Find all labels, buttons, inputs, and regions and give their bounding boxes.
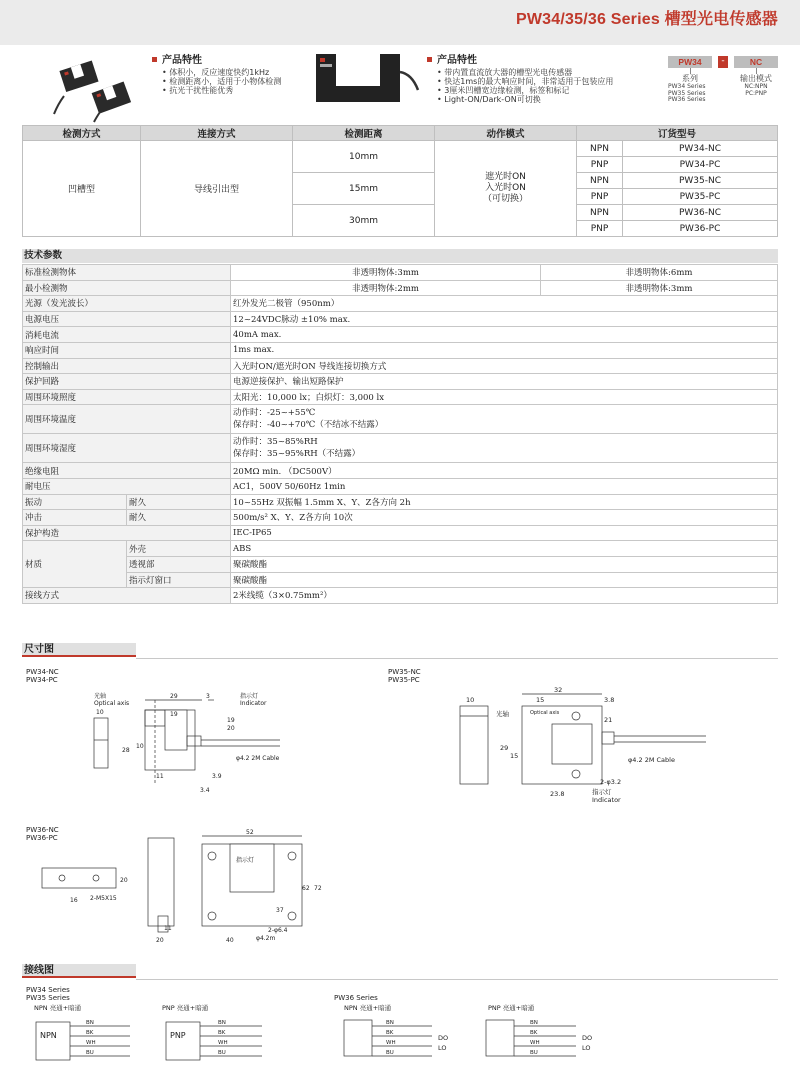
spec-sublabel: 指示灯窗口 [127,572,231,588]
dim-label: 15 [536,696,545,704]
spec-label: 保护构造 [23,525,231,541]
spec-line: 保存时：-40~+70℃（不结冰不结露） [233,420,384,431]
spec-value: 非透明物体:2mm [231,280,541,296]
output-type-cell: PNP [577,157,623,173]
spec-line: 动作时：-25~+55℃ [233,408,316,419]
distance-cell: 10mm [293,141,435,173]
wire-label: BN [86,1020,94,1026]
product-image-small [54,52,144,120]
features-left [152,56,281,95]
spec-label: 周围环境照度 [23,389,231,405]
optical-axis-en-label: Optical axis [94,700,130,707]
spec-value [231,405,778,434]
optical-axis-label: 光轴 [94,693,107,700]
cable-label: φ4.2 2M Cable [236,755,280,762]
output-type-cell: PNP [577,189,623,205]
npn-box-label: NPN [40,1031,57,1040]
indicator-label: 指示灯 [240,693,259,700]
series-item: PW35 Series [668,89,706,97]
cable-label: φ4.2 2M Cable [628,756,675,764]
wire-label: WH [386,1040,396,1046]
method-cell: 凹槽型 [23,141,141,237]
spec-label: 标准检测物体 [23,265,231,281]
wire-label: BK [386,1030,394,1036]
model-cell: PW35-PC [623,189,778,205]
specs-title: 技术参数 [22,249,778,263]
screws-label: 2-M5X15 [90,895,117,902]
spec-label: 电源电压 [23,311,231,327]
series-label: PW34 Series [26,986,70,994]
wiring-title: 接线图 [22,964,136,978]
col-header: 检测方式 [23,126,141,141]
spec-sublabel: 透视部 [127,556,231,572]
model-cell: PW36-NC [623,205,778,221]
lo-label: LO [582,1044,591,1052]
lo-label: LO [438,1044,447,1052]
series-box: PW34 [668,56,712,68]
wire-label: BN [530,1020,538,1026]
dim-label: 10 [96,709,104,716]
pw36-dimension-drawing [40,828,340,948]
dim-label: 28 [122,747,130,754]
spec-label: 控制输出 [23,358,231,374]
output-type-cell: NPN [577,205,623,221]
feature-item: • 带内置直流放大器的槽型光电传感器 [437,68,613,77]
feature-item: • 3厘米凹槽宽边缘检测，标签和标记 [437,86,613,95]
dim-label: 40 [226,937,234,944]
dim-label: 10 [466,696,475,704]
dim-label: 19 [227,717,235,724]
dim-label: 11 [156,773,164,780]
specs-table [22,264,778,604]
series-item: PW34 Series [668,83,706,90]
product-image-large [312,50,422,110]
dim-label: 10 [136,743,144,750]
model-label: PW36-NC [26,826,59,834]
spec-sublabel: 耐久 [127,494,231,510]
code-dash: - [718,56,728,68]
feature-item: • 体积小，反应速度快约1kHz [162,68,281,77]
cable-label: φ4.2m [256,935,276,942]
dim-label: 20 [120,877,128,884]
dim-label: 15 [510,752,519,760]
wiring-group-2: PW36 Series [334,994,378,1002]
spec-value: 入光时ON/遮光时ON 导线连接切换方式 [231,358,778,374]
wire-label: BN [218,1020,226,1026]
do-label: DO [582,1034,593,1042]
spec-value: 500m/s² X、Y、Z各方向 10次 [231,510,778,526]
feature-item: • Light-ON/Dark-ON可切换 [437,95,613,104]
spec-value: 20MΩ min. （DC500V） [231,463,778,479]
output-label: 输出模式 [740,74,772,83]
wire-label: WH [86,1040,96,1046]
spec-label: 材质 [23,541,127,588]
spec-value: 10~55Hz 双振幅 1.5mm X、Y、Z各方向 2h [231,494,778,510]
optical-axis-en-label: Optical axis [530,710,560,716]
npn-wiring-label: NPN 亮通+暗通 [34,1004,82,1012]
dim-label: 3 [206,693,210,700]
wire-label: BU [86,1050,94,1056]
spec-sublabel: 耐久 [127,510,231,526]
spec-value [231,434,778,463]
dim-label: 72 [314,885,322,892]
spec-label: 耐电压 [23,478,231,494]
model-cell: PW35-NC [623,173,778,189]
pw35-models [388,668,421,684]
features-right-heading: 产品特性 [437,55,477,66]
wire-label: BU [218,1050,226,1056]
indicator-label: 指示灯 [592,788,612,796]
series-label: 系列 [682,74,698,83]
spec-sublabel: 外壳 [127,541,231,557]
output-type-cell: PNP [577,221,623,237]
mode-line: 入光时ON [485,183,526,193]
dim-label: 3.8 [604,696,615,704]
wire-label: BK [86,1030,94,1036]
spec-value: 太阳光：10,000 lx；白炽灯：3,000 lx [231,389,778,405]
dim-label: 62 [302,885,310,892]
wire-label: BN [386,1020,394,1026]
dim-label: 19 [170,711,178,718]
spec-value: AC1，500V 50/60Hz 1min [231,478,778,494]
spec-value: 红外发光二极管（950nm） [231,296,778,312]
col-header: 检测距离 [293,126,435,141]
wire-label: BK [530,1030,538,1036]
pw34-dimension-drawing [90,690,310,800]
wire-label: WH [530,1040,540,1046]
spec-label: 振动 [23,494,127,510]
holes-label: 2-φ6.4 [268,927,288,934]
dim-label: 37 [276,907,284,914]
wiring-diagrams [0,1000,800,1065]
indicator-label: 指示灯 [236,857,255,864]
header-bar [0,0,800,45]
model-label: PW35-PC [388,676,420,684]
dimensions-title: 尺寸图 [22,643,136,657]
pw34-models [26,668,59,684]
pnp-box-label: PNP [170,1031,186,1040]
dim-label: 3.4 [200,787,210,794]
dim-label: 29 [500,744,509,752]
feature-item: • 抗光干扰性能优秀 [162,86,281,95]
model-cell: PW34-PC [623,157,778,173]
spec-line: 保存时：35~95%RH（不结露） [233,449,361,460]
spec-value: 非透明物体:3mm [231,265,541,281]
spec-value: 1ms max. [231,342,778,358]
indicator-en-label: Indicator [592,796,621,804]
col-header: 订货型号 [577,126,778,141]
model-label: PW35-NC [388,668,421,676]
spec-value: 聚碳酸酯 [231,556,778,572]
spec-value: 聚碳酸酯 [231,572,778,588]
dim-label: 32 [554,686,563,694]
output-item: PC:PNP [745,89,767,97]
model-cell: PW34-NC [623,141,778,157]
mode-line: 遮光时ON [485,172,526,182]
wire-label: WH [218,1040,228,1046]
col-header: 动作模式 [435,126,577,141]
dim-label: 20 [227,725,235,732]
spec-value: 12~24VDC脉动 ±10% max. [231,311,778,327]
spec-value: 40mA max. [231,327,778,343]
feature-item: • 快达1ms的最大响应时间，非常适用于包装应用 [437,77,613,86]
mode-cell [435,141,577,237]
dim-label: 21 [604,716,613,724]
spec-value: IEC-IP65 [231,525,778,541]
spec-label: 光源（发光波长） [23,296,231,312]
series-item: PW36 Series [668,96,706,103]
features-right [427,56,613,104]
model-label: PW34-NC [26,668,59,676]
spec-value: 非透明物体:6mm [541,265,778,281]
feature-item: • 检测距离小，适用于小物体检测 [162,77,281,86]
model-label: PW34-PC [26,676,58,684]
npn-wiring-label: NPN 亮通+暗通 [344,1004,392,1012]
spec-value: 电源逆接保护、输出短路保护 [231,374,778,390]
spec-value: 非透明物体:3mm [541,280,778,296]
features-left-heading: 产品特性 [162,55,202,66]
mode-line: （可切换） [482,194,528,204]
series-label: PW35 Series [26,994,70,1002]
dim-label: 20 [156,937,164,944]
spec-label: 响应时间 [23,342,231,358]
spec-label: 接线方式 [23,588,231,604]
order-table [22,125,778,237]
output-type-cell: NPN [577,173,623,189]
dim-label: 3.9 [212,773,222,780]
pnp-wiring-label: PNP 亮通+暗通 [162,1004,209,1012]
pnp-wiring-label: PNP 亮通+暗通 [488,1004,535,1012]
wire-label: BU [530,1050,538,1056]
spec-value: 2米线缆（3×0.75mm²） [231,588,778,604]
indicator-en-label: Indicator [240,700,267,707]
spec-label: 周围环境湿度 [23,434,231,463]
spec-line: 动作时：35~85%RH [233,437,318,448]
spec-label: 冲击 [23,510,127,526]
dim-label: 11 [164,925,172,932]
model-label: PW36-PC [26,834,58,842]
wire-label: BU [386,1050,394,1056]
spec-label: 绝缘电阻 [23,463,231,479]
output-box: NC [734,56,778,68]
holes-label: 2-φ3.2 [600,778,622,786]
dim-label: 52 [246,829,254,836]
output-type-cell: NPN [577,141,623,157]
connection-cell: 导线引出型 [141,141,293,237]
optical-axis-label: 光轴 [496,710,509,718]
output-item: NC:NPN [744,83,768,90]
model-cell: PW36-PC [623,221,778,237]
distance-cell: 15mm [293,173,435,205]
spec-label: 保护回路 [23,374,231,390]
spec-label: 消耗电流 [23,327,231,343]
spec-value: ABS [231,541,778,557]
dim-label: 29 [170,693,178,700]
spec-label: 周围环境温度 [23,405,231,434]
distance-cell: 30mm [293,205,435,237]
do-label: DO [438,1034,449,1042]
pw35-dimension-drawing [456,688,716,808]
dim-label: 16 [70,897,78,904]
dim-label: 23.8 [550,790,565,798]
spec-label: 最小检测物 [23,280,231,296]
page-title: PW34/35/36 Series 槽型光电传感器 [516,11,778,28]
col-header: 连接方式 [141,126,293,141]
wire-label: BK [218,1030,226,1036]
